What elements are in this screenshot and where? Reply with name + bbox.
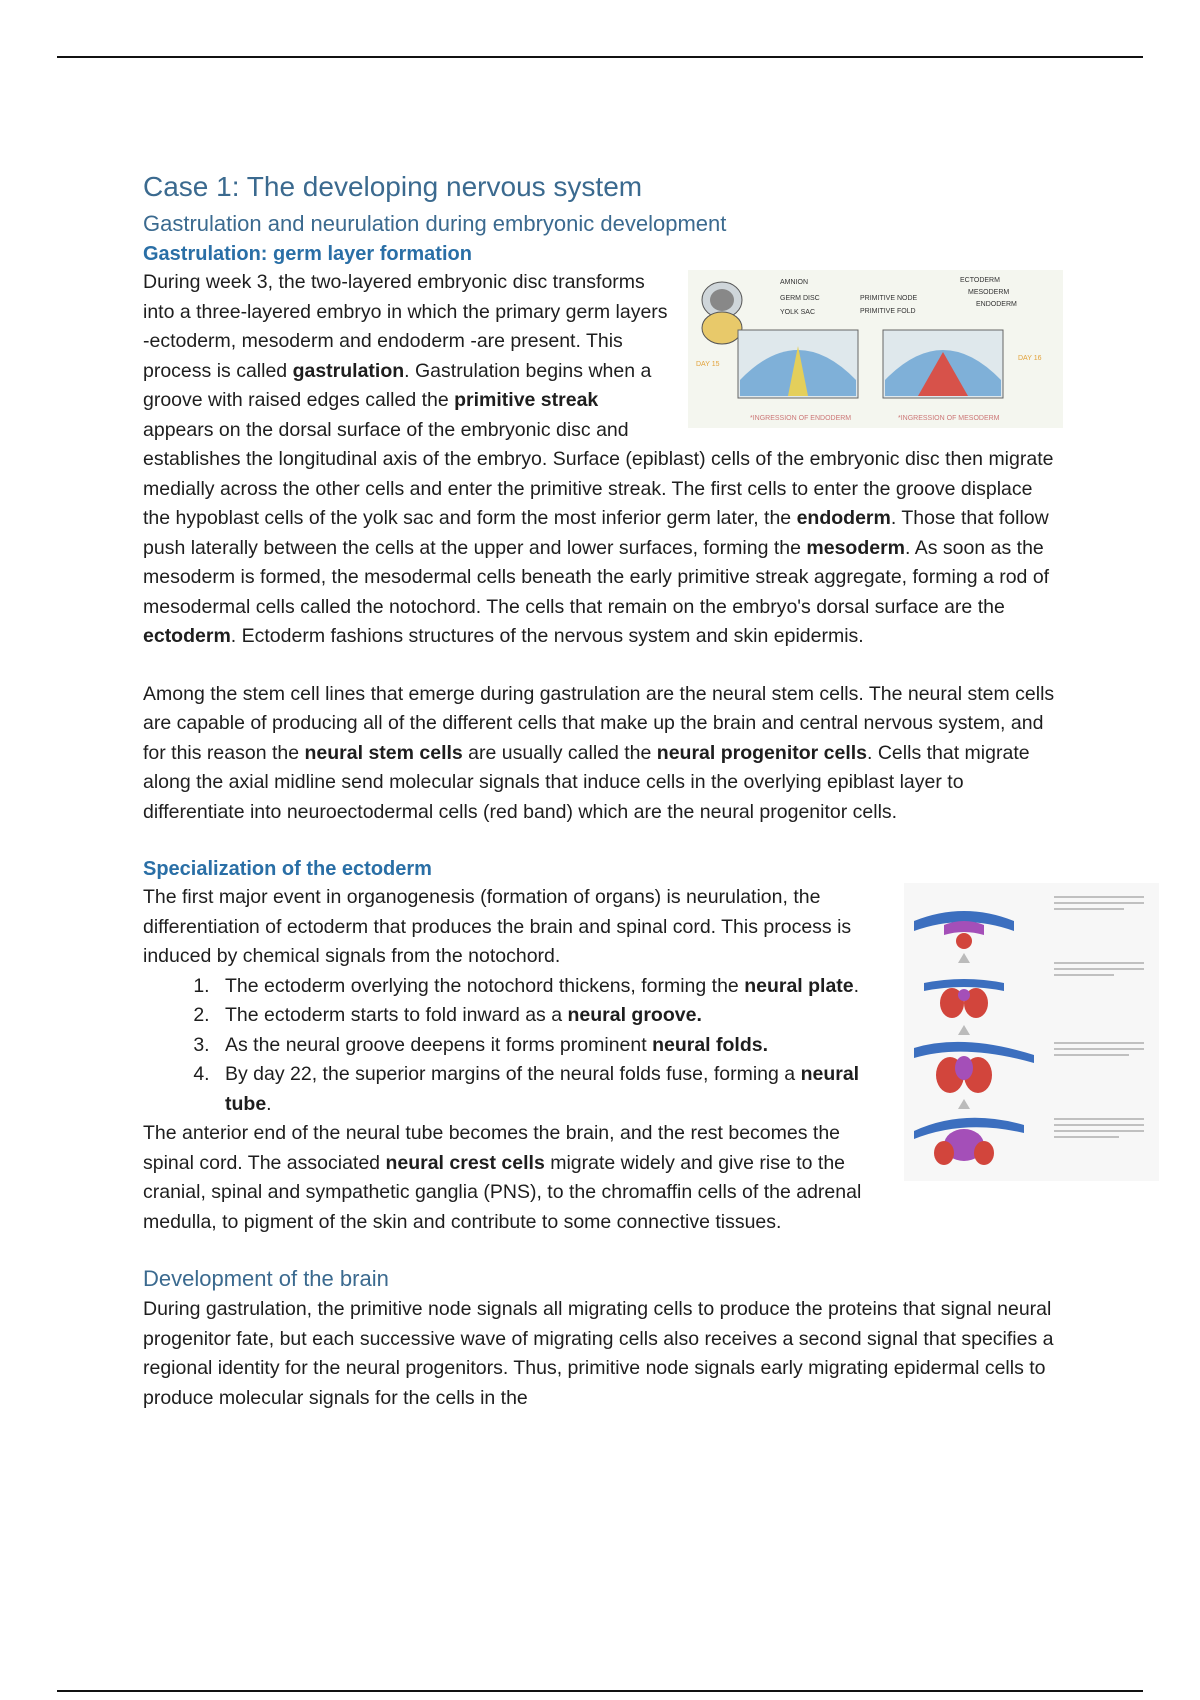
text-run: . Ectoderm fashions structures of the nervous system and skin epidermis. [230, 625, 864, 647]
section-subtitle: Gastrulation and neurulation during embryonic development [143, 211, 727, 236]
bold-term: neural plate [744, 974, 854, 997]
text-run: By day 22, the superior margins of the neural folds fuse, forming a [225, 1063, 801, 1085]
bold-term: neural stem cells [304, 741, 463, 764]
text-run: appears on the dorsal surface of the embryonic disc and establishes the longitudinal axis of the embryo. Surface (epiblast) cells of the embryonic disc then migrate medially across the other cells and enter the primitive streak. The first cells to enter the groove displace the hypoblast cells of the yolk sac and form the most inferior germ later, the [143, 418, 1054, 529]
figure-label: ENDODERM [976, 301, 1017, 308]
document-body [143, 170, 1063, 1413]
bold-term: endoderm [796, 507, 891, 529]
bold-term: neural progenitor cells [656, 741, 868, 764]
ectoderm-heading: Specialization of the ectoderm [143, 858, 432, 880]
text-run: are usually called the [462, 741, 657, 764]
figure-label: *INGRESSION OF ENDODERM [750, 415, 852, 422]
figure-label: GERM DISC [780, 295, 820, 302]
bold-term: neural crest cells [385, 1151, 545, 1174]
text-run: As the neural groove deepens it forms prominent [225, 1033, 653, 1056]
bold-term: neural groove. [567, 1004, 702, 1026]
day16-section-icon [883, 330, 1003, 398]
figure-label: DAY 15 [696, 361, 720, 368]
figure-label: PRIMITIVE NODE [860, 295, 918, 302]
figure-label: MESODERM [968, 289, 1010, 296]
figure-label: ECTODERM [960, 277, 1000, 284]
figure-label: *INGRESSION OF MESODERM [898, 415, 1000, 422]
bold-term: gastrulation [292, 359, 405, 382]
bold-term: primitive streak [454, 389, 599, 411]
figure-label: DAY 16 [1018, 355, 1042, 362]
text-run: . Those that follow push laterally between the cells at the upper and lower surfaces, forming the [143, 507, 1049, 559]
text-run: . As soon as the mesoderm is formed, the mesodermal cells beneath the early primitive streak aggregate, forming a rod of mesodermal cells called the notochord. The cells that remain on the embryo's dorsal surface are the [143, 536, 1050, 618]
footer-rule [57, 1690, 1143, 1692]
figure-label: AMNION [780, 279, 808, 286]
text-run: . Cells that migrate along the axial midline send molecular signals that induce cells in the overlying epiblast layer to differentiate into neuroectodermal cells (red band) which are the neural progenitor cells. [143, 741, 1030, 823]
embryo-disc-icon [702, 282, 742, 344]
day15-section-icon [738, 330, 858, 398]
bold-term: mesoderm [806, 536, 905, 559]
text-run: . Gastrulation begins when a groove with raised edges called the [143, 359, 652, 411]
brain-heading: Development of the brain [143, 1266, 389, 1291]
header-rule [57, 56, 1143, 58]
text-run: . [853, 974, 860, 997]
bold-term: neural tube [225, 1063, 860, 1115]
page-title: Case 1: The developing nervous system [143, 171, 643, 202]
ectoderm-intro: The first major event in organogenesis (formation of organs) is neurulation, the differentiation of ectoderm that produces the brain and spinal cord. This process is induced by chemical signals from the notochord. [143, 886, 852, 967]
text-run: The anterior end of the neural tube becomes the brain, and the rest becomes the spinal cord. The associated [143, 1122, 841, 1174]
brain-paragraph: During gastrulation, the primitive node signals all migrating cells to produce the proteins that signal neural progenitor fate, but each successive wave of migrating cells also receives a second signal that specifies a regional identity for the neural progenitors. Thus, primitive node signals early migrating epidermal cells to produce molecular signals for the cells in the [143, 1298, 1054, 1409]
text-run: The ectoderm starts to fold inward as a [225, 1004, 568, 1026]
text-run: Among the stem cell lines that emerge during gastrulation are the neural stem cells. The neural stem cells are capable of producing all of the different cells that make up the brain and central nervous system, and for this reason the [143, 682, 1055, 764]
text-run: migrate widely and give rise to the cranial, spinal and sympathetic ganglia (PNS), to the chromaffin cells of the adrenal medulla, to pigment of the skin and contribute to some connective tissues. [143, 1151, 862, 1233]
text-run: During week 3, the two-layered embryonic disc transforms into a three-layered embryo in which the primary germ layers -ectoderm, mesoderm and endoderm -are present. This process is called [143, 271, 668, 382]
gastrulation-heading: Gastrulation: germ layer formation [143, 243, 472, 265]
bold-term: neural folds. [652, 1033, 769, 1056]
neurulation-figure [904, 883, 1159, 1181]
figure-label: PRIMITIVE FOLD [860, 308, 916, 315]
gastrulation-paragraph-2 [143, 680, 1063, 828]
gastrulation-figure [688, 270, 1063, 428]
bold-term: ectoderm [143, 625, 231, 647]
figure-label: YOLK SAC [780, 309, 816, 316]
text-run: . [266, 1092, 272, 1115]
text-run: The ectoderm overlying the notochord thickens, forming the [225, 974, 745, 997]
